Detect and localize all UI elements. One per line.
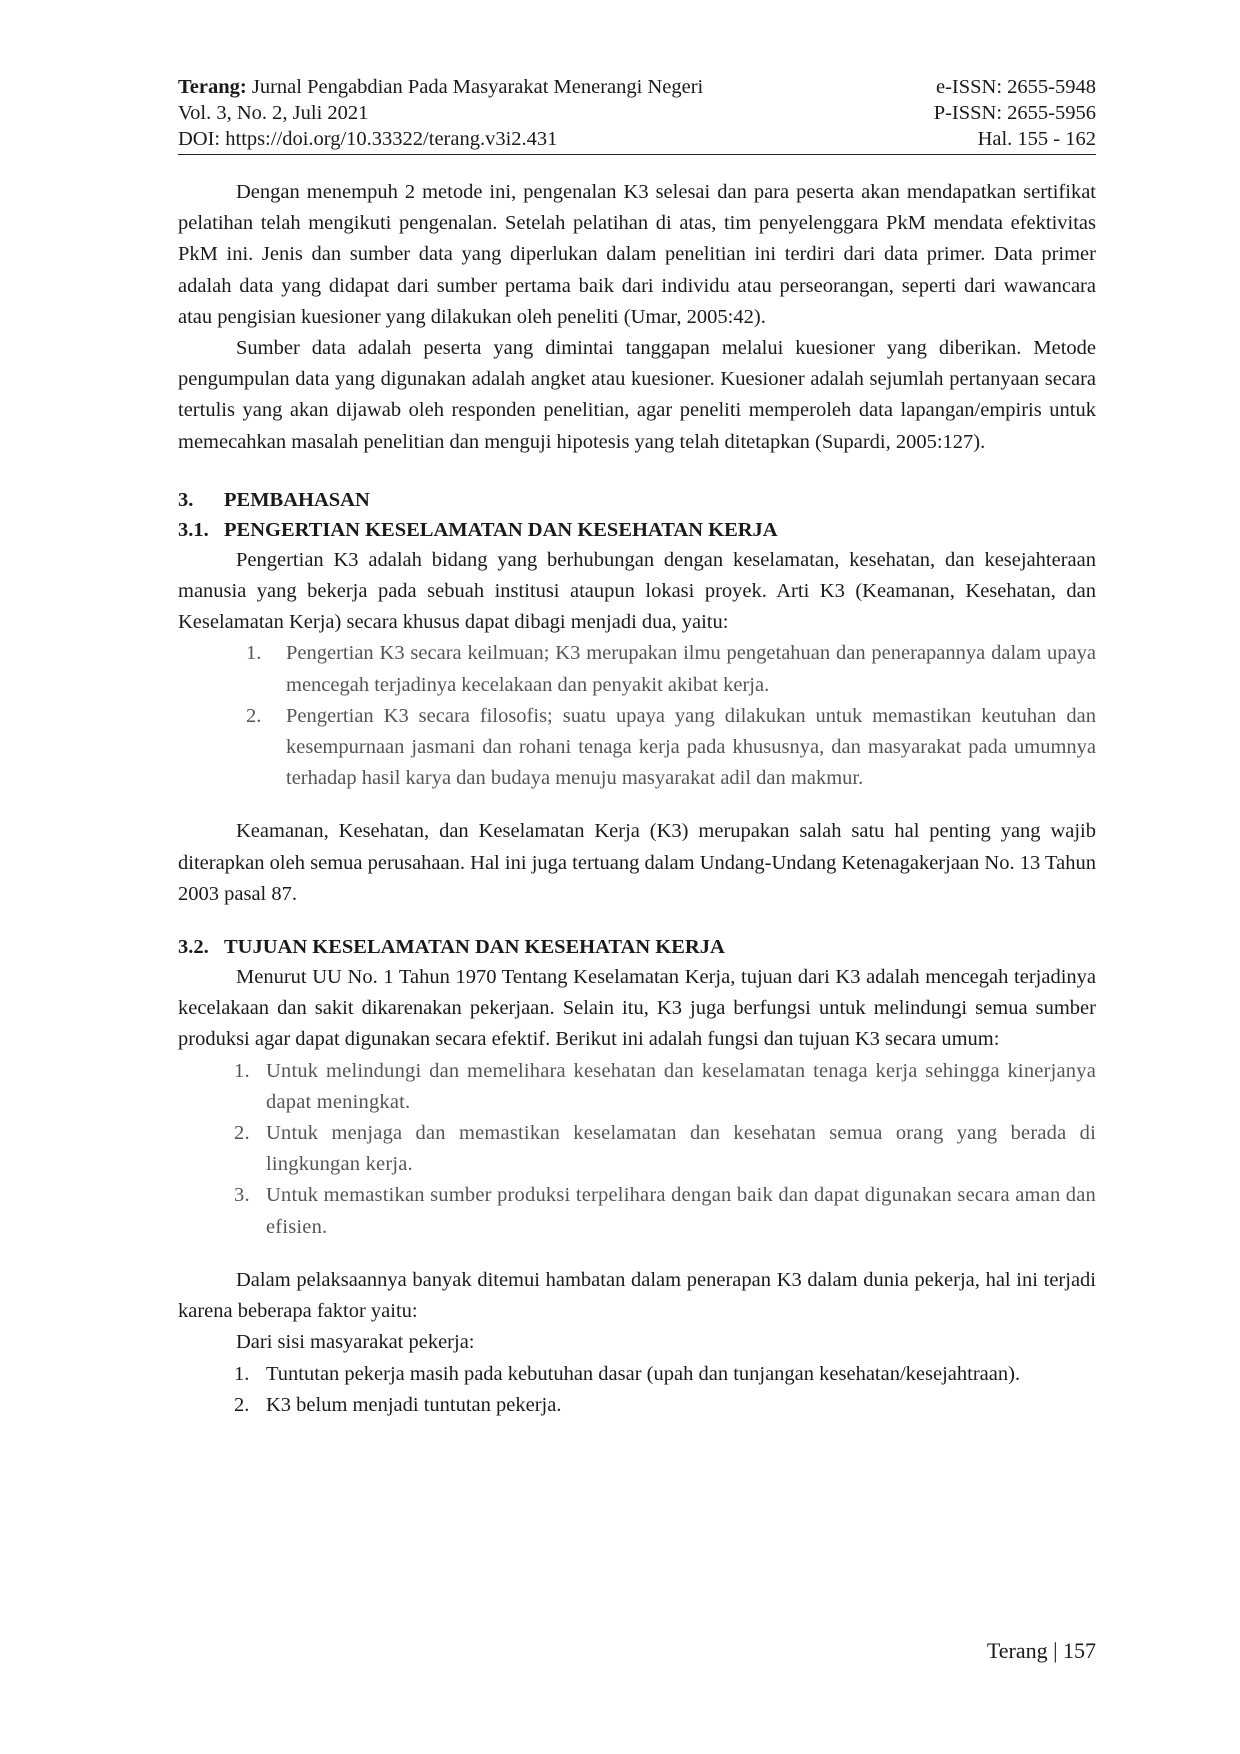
page-number: 157 — [1063, 1638, 1096, 1663]
spacer — [178, 910, 1096, 932]
volume: Vol. 3, No. 2, Juli 2021 — [178, 102, 369, 124]
page-footer — [987, 1638, 1096, 1664]
list-pengertian — [246, 638, 1096, 794]
list-number: 2. — [234, 1393, 250, 1416]
list-item — [246, 638, 1096, 700]
list-text: Pengertian K3 secara filosofis; suatu upaya yang dilakukan untuk memastikan keutuhan dan kesempurnaan jasmani dan rohani tenaga kerja pada khususnya, dan masyarakat pada umumnya terhadap hasil karya dan budaya menuju masyarakat adil dan makmur. — [286, 704, 1096, 790]
header-row-2 — [178, 100, 1096, 126]
subsection-number: 3.2. — [178, 936, 209, 959]
journal-name-rest: Jurnal Pengabdian Pada Masyarakat Menerangi Negeri — [246, 76, 704, 98]
list-text: Untuk menjaga dan memastikan keselamatan dan kesehatan semua orang yang berada di lingkungan kerja. — [266, 1122, 1096, 1176]
journal-name-bold: Terang: — [178, 76, 247, 98]
running-header — [178, 74, 1096, 155]
list-item — [246, 701, 1096, 795]
paragraph-metode: Dengan menempuh 2 metode ini, pengenalan K3 selesai dan para peserta akan mendapatkan sertifikat pelatihan telah mengikuti pengenalan. Setelah pelatihan di atas, tim penyelenggara PkM mendata efektivitas PkM ini. Jenis dan sumber data yang diperlukan dalam penelitian ini terdiri dari data primer. Data primer adalah data yang didapat dari sumber pertama baik dari individu atau perseorangan, seperti dari wawancara atau pengisian kuesioner yang dilakukan oleh peneliti (Umar, 2005:42). — [178, 181, 1096, 328]
subsection-heading-tujuan — [178, 932, 1096, 962]
subsection-heading-pengertian — [178, 515, 1096, 545]
footer-journal: Terang — [986, 1638, 1048, 1663]
subsection-title: PENGERTIAN KESELAMATAN DAN KESEHATAN KERJA — [224, 518, 778, 541]
paragraph-tujuan: Menurut UU No. 1 Tahun 1970 Tentang Keselamatan Kerja, tujuan dari K3 adalah mencegah terjadinya kecelakaan dan sakit dikarenakan pekerjaan. Selain itu, K3 juga berfungsi untuk melindungi semua sumber produksi agar dapat digunakan secara efektif. Berikut ini adalah fungsi dan tujuan K3 secara umum: — [178, 966, 1096, 1051]
spacer — [178, 1243, 1096, 1265]
list-text: Untuk memastikan sumber produksi terpelihara dengan baik dan dapat digunakan secara aman dan efisien. — [266, 1184, 1096, 1238]
header-row-1 — [178, 74, 1096, 100]
paragraph-k3-penting: Keamanan, Kesehatan, dan Keselamatan Kerja (K3) merupakan salah satu hal penting yang wajib diterapkan oleh semua perusahaan. Hal ini juga tertuang dalam Undang-Undang Ketenagakerjaan No. 13 Tahun 2003 pasal 87. — [178, 820, 1096, 905]
section-number: 3. — [178, 488, 194, 511]
list-item — [234, 1118, 1096, 1180]
paragraph-sumber-data: Sumber data adalah peserta yang dimintai tanggapan melalui kuesioner yang diberikan. Metode pengumpulan data yang digunakan adalah angket atau kuesioner. Kuesioner adalah sejumlah pertanyaan secara tertulis yang akan dijawab oleh responden penelitian, agar peneliti memperoleh data lapangan/empiris untuk memecahkan masalah penelitian dan menguji hipotesis yang telah ditetapkan (Supardi, 2005:127). — [178, 337, 1096, 453]
section-heading-pembahasan — [178, 485, 1096, 515]
list-number: 1. — [234, 1362, 250, 1385]
list-text: K3 belum menjadi tuntutan pekerja. — [266, 1393, 562, 1416]
paragraph-hambatan: Dalam pelaksaannya banyak ditemui hambatan dalam penerapan K3 dalam dunia pekerja, hal ini terjadi karena beberapa faktor yaitu: — [178, 1268, 1096, 1323]
page-body — [178, 177, 1096, 1421]
spacer — [178, 794, 1096, 816]
subsection-title: TUJUAN KESELAMATAN DAN KESEHATAN KERJA — [224, 936, 725, 959]
list-number: 2. — [234, 1122, 250, 1145]
eissn: e-ISSN: 2655-5948 — [935, 76, 1096, 98]
subsection-number: 3.1. — [178, 518, 209, 541]
list-text: Untuk melindungi dan memelihara kesehatan dan keselamatan tenaga kerja sehingga kinerjanya dapat meningkat. — [266, 1059, 1096, 1113]
pissn: P-ISSN: 2655-5956 — [933, 102, 1096, 124]
list-number: 3. — [234, 1184, 250, 1207]
spacer — [178, 458, 1096, 485]
paragraph-sisi-pekerja: Dari sisi masyarakat pekerja: — [236, 1331, 475, 1354]
list-item — [234, 1390, 1096, 1421]
list-item — [234, 1056, 1096, 1118]
list-number: 1. — [234, 1059, 250, 1082]
list-text: Tuntutan pekerja masih pada kebutuhan dasar (upah dan tunjangan kesehatan/kesejahtraan). — [266, 1362, 1021, 1385]
list-number: 1. — [246, 642, 262, 665]
list-pekerja — [234, 1359, 1096, 1421]
footer-separator: | — [1047, 1638, 1063, 1663]
list-item — [234, 1359, 1096, 1390]
list-item — [234, 1180, 1096, 1242]
section-title: PEMBAHASAN — [224, 488, 370, 511]
paragraph-pengertian: Pengertian K3 adalah bidang yang berhubungan dengan keselamatan, kesehatan, dan kesejahteraan manusia yang bekerja pada sebuah institusi ataupun lokasi proyek. Arti K3 (Keamanan, Kesehatan, dan Keselamatan Kerja) secara khusus dapat dibagi menjadi dua, yaitu: — [178, 548, 1096, 634]
list-number: 2. — [246, 704, 262, 727]
header-row-3 — [178, 126, 1096, 152]
page-range: Hal. 155 - 162 — [977, 128, 1096, 150]
doi: DOI: https://doi.org/10.33322/terang.v3i2.431 — [178, 128, 558, 150]
journal-name — [178, 74, 703, 100]
list-tujuan — [234, 1056, 1096, 1243]
list-text: Pengertian K3 secara keilmuan; K3 merupakan ilmu pengetahuan dan penerapannya dalam upaya mencegah terjadinya kecelakaan dan penyakit akibat kerja. — [286, 642, 1096, 696]
